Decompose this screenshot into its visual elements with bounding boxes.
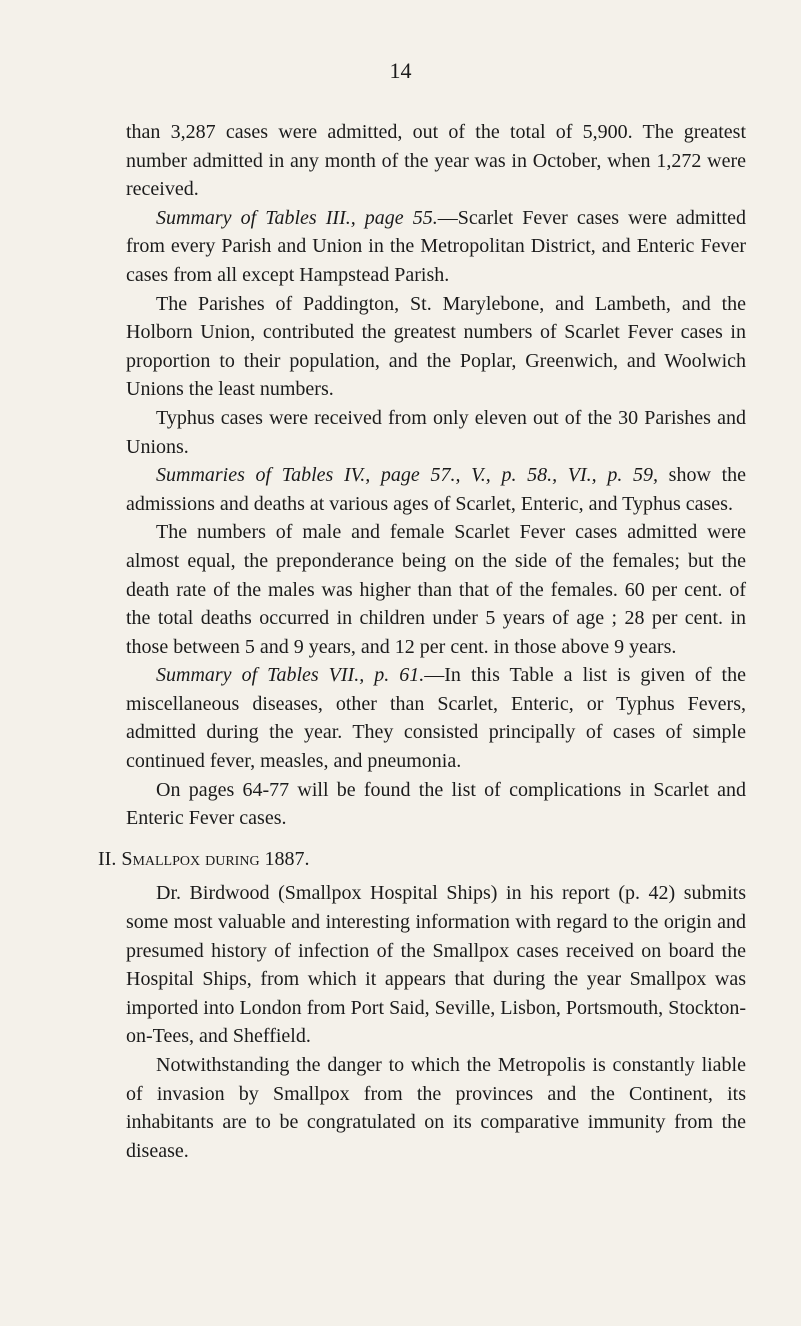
table-reference-iii: Summary of Tables III., page 55.	[156, 206, 438, 229]
section-title: Smallpox during 1887.	[121, 847, 310, 870]
paragraph-text: —Scarlet Fever cases were admitted from every Parish and Union in the Metropolitan District, and Enteric Fever cases from all except Hampstead Parish.	[126, 206, 746, 286]
paragraph-parishes: The Parishes of Paddington, St. Marylebone, and Lambeth, and the Holborn Union, contributed the greatest numbers of Scarlet Fever cases in proportion to their population, and the Poplar, Greenwich, and Woolwich Unions the least numbers.	[126, 292, 746, 401]
body-text	[98, 118, 746, 1165]
paragraph-typhus: Typhus cases were received from only eleven out of the 30 Parishes and Unions.	[126, 406, 746, 458]
table-reference-vii: Summary of Tables VII., p. 61.	[156, 664, 425, 687]
paragraph-complications: On pages 64-77 will be found the list of complications in Scarlet and Enteric Fever cases.	[126, 778, 746, 830]
table-reference-iv-vi: Summaries of Tables IV., page 57., V., p. 58., VI., p. 59,	[156, 464, 658, 487]
paragraph-birdwood-report: Dr. Birdwood (Smallpox Hospital Ships) in his report (p. 42) submits some most valuable and interesting information with regard to the origin and presumed history of infection of the Smallpox cases received on board the Hospital Ships, from which it appears that during the year Smallpox was imported into London from Port Said, Seville, Lisbon, Portsmouth, Stockton-on-Tees, and Sheffield.	[126, 882, 746, 1048]
section-numeral: II.	[98, 847, 117, 870]
paragraph-male-female: The numbers of male and female Scarlet Fever cases admitted were almost equal, the preponderance being on the side of the females; but the death rate of the males was higher than that of the females. 60 per cent. of the total deaths occurred in children under 5 years of age ; 28 per cent. in those between 5 and 9 years, and 12 per cent. in those above 9 years.	[126, 521, 746, 658]
paragraph-text: —In this Table a list is given of the miscellaneous diseases, other than Scarlet, Enteric, or Typhus Fevers, admitted during the year. They consisted principally of cases of simple continued fever, measles, and pneumonia.	[126, 664, 746, 773]
paragraph-admissions-total: than 3,287 cases were admitted, out of the total of 5,900. The greatest number admitted in any month of the year was in October, when 1,272 were received.	[126, 121, 746, 201]
paragraph-immunity: Notwithstanding the danger to which the Metropolis is constantly liable of invasion by Smallpox from the provinces and the Continent, its inhabitants are to be congratulated on its comparative immunity from the disease.	[126, 1054, 746, 1162]
paragraph-text: show the admissions and deaths at various ages of Scarlet, Enteric, and Typhus cases.	[126, 464, 746, 515]
page-number: 14	[389, 58, 412, 83]
section-heading-smallpox	[98, 845, 746, 874]
paragraph-summary-tables-vii	[126, 661, 746, 775]
paragraph-summaries-tables-iv-vi	[126, 461, 746, 518]
paragraph-summary-tables-iii	[126, 204, 746, 290]
